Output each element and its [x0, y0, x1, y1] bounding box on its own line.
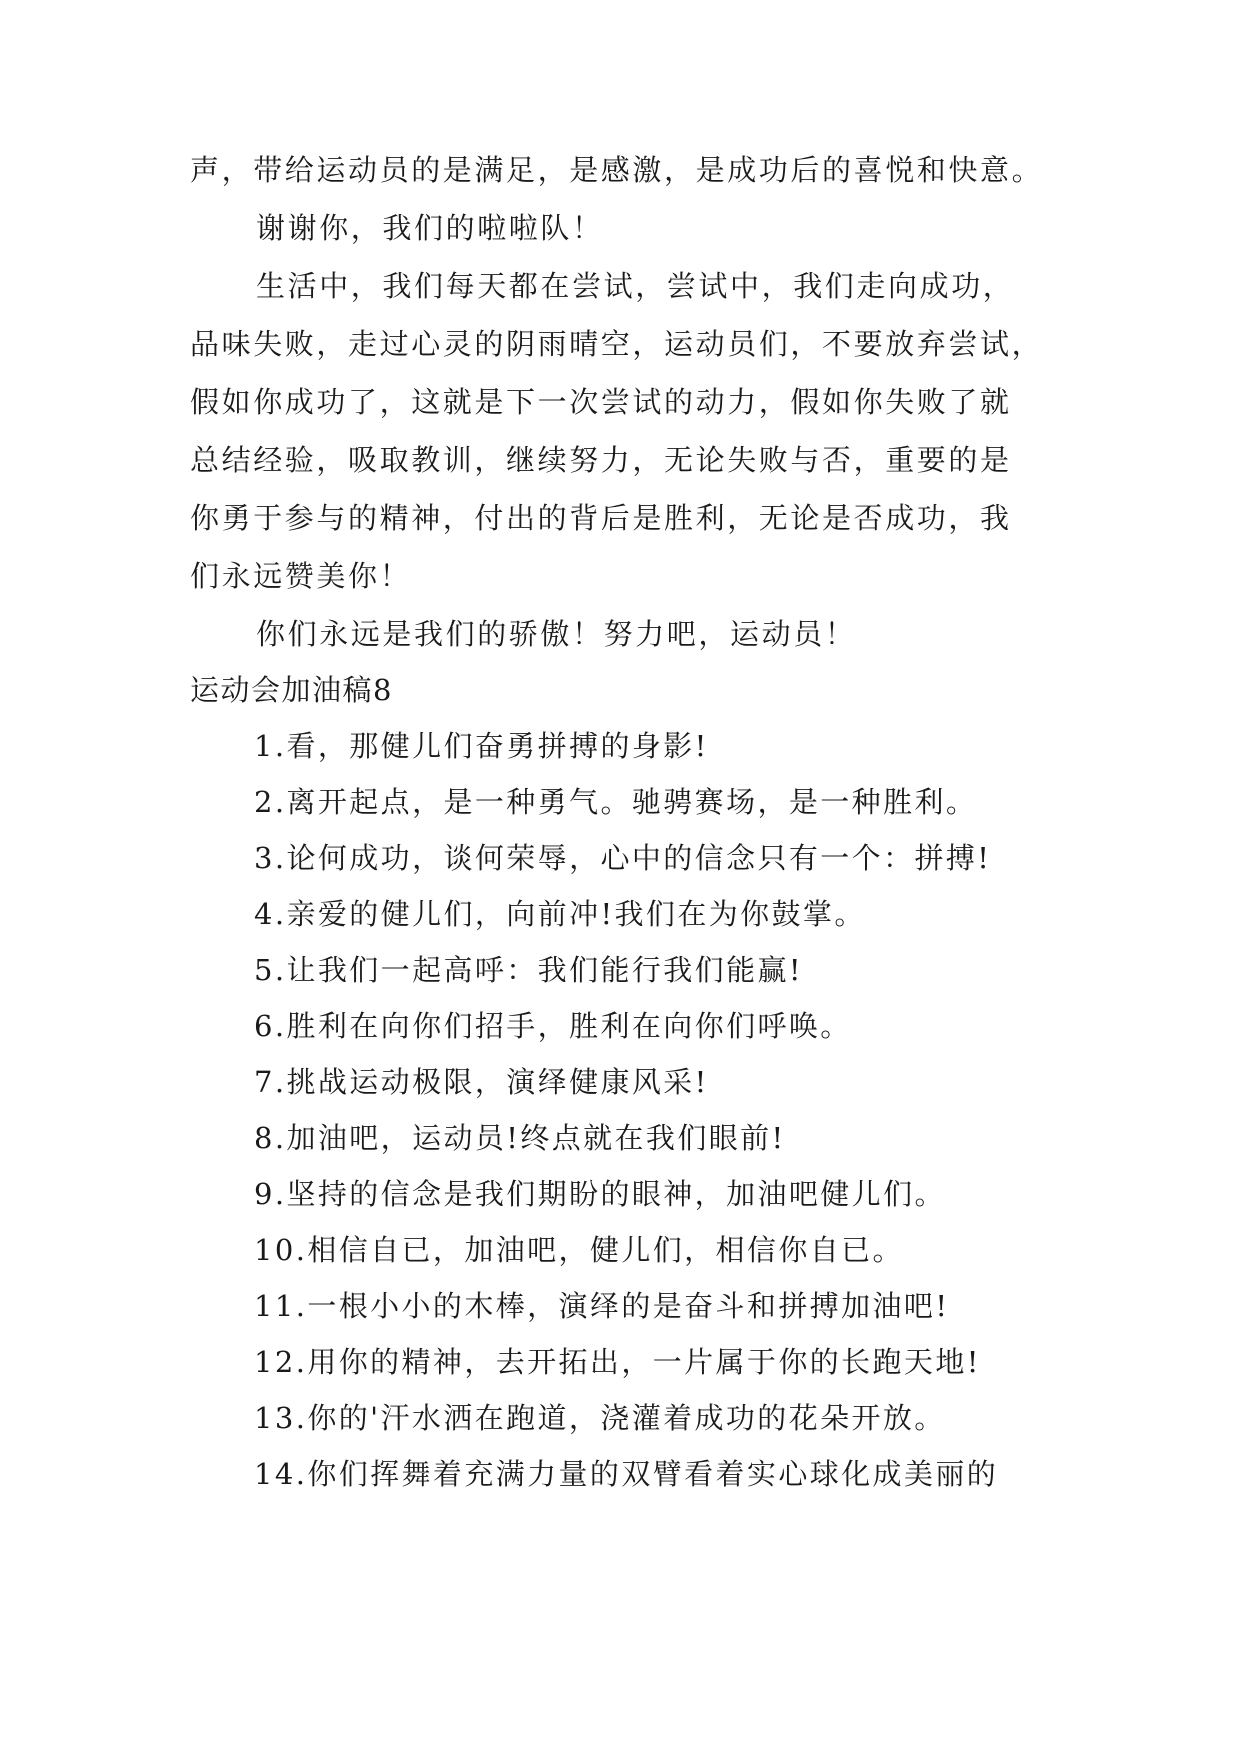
paragraph-line: 谢谢你，我们的啦啦队！: [256, 211, 604, 245]
list-item: 5.让我们一起高呼：我们能行我们能赢!: [254, 953, 803, 987]
paragraph-line: 们永远赞美你！: [190, 559, 412, 593]
list-item: 3.论何成功，谈何荣辱，心中的信念只有一个：拼搏!: [254, 841, 992, 875]
paragraph-line: 品味失败，走过心灵的阴雨晴空，运动员们，不要放弃尝试，: [190, 327, 1044, 361]
paragraph-line: 总结经验，吸取教训，继续努力，无论失败与否，重要的是: [190, 443, 1012, 477]
list-item: 10.相信自已，加油吧，健儿们，相信你自已。: [254, 1233, 904, 1267]
list-item: 4.亲爱的健儿们，向前冲!我们在为你鼓掌。: [254, 897, 866, 931]
list-item: 1.看，那健儿们奋勇拼搏的身影!: [254, 729, 709, 763]
list-item: 13.你的'汗水洒在跑道，浇灌着成功的花朵开放。: [254, 1401, 946, 1435]
paragraph-line: 生活中，我们每天都在尝试，尝试中，我们走向成功，: [256, 269, 1015, 303]
list-item: 8.加油吧，运动员!终点就在我们眼前!: [254, 1121, 786, 1155]
list-item: 2.离开起点，是一种勇气。驰骋赛场，是一种胜利。: [254, 785, 978, 819]
paragraph-line: 声，带给运动员的是满足，是感激，是成功后的喜悦和快意。: [190, 153, 1044, 187]
paragraph-line: 你们永远是我们的骄傲！努力吧，运动员！: [256, 617, 857, 651]
paragraph-line: 假如你成功了，这就是下一次尝试的动力，假如你失败了就: [190, 385, 1012, 419]
list-item: 9.坚持的信念是我们期盼的眼神，加油吧健儿们。: [254, 1177, 946, 1211]
list-item: 14.你们挥舞着充满力量的双臂看着实心球化成美丽的: [254, 1457, 999, 1491]
list-item: 7.挑战运动极限，演绎健康风采!: [254, 1065, 709, 1099]
list-item: 6.胜利在向你们招手，胜利在向你们呼唤。: [254, 1009, 852, 1043]
list-item: 12.用你的精神，去开拓出，一片属于你的长跑天地!: [254, 1345, 981, 1379]
paragraph-line: 你勇于参与的精神，付出的背后是胜利，无论是否成功，我: [190, 501, 1012, 535]
section-title: 运动会加油稿8: [190, 673, 393, 707]
list-item: 11.一根小小的木棒，演绎的是奋斗和拼搏加油吧!: [254, 1289, 950, 1323]
